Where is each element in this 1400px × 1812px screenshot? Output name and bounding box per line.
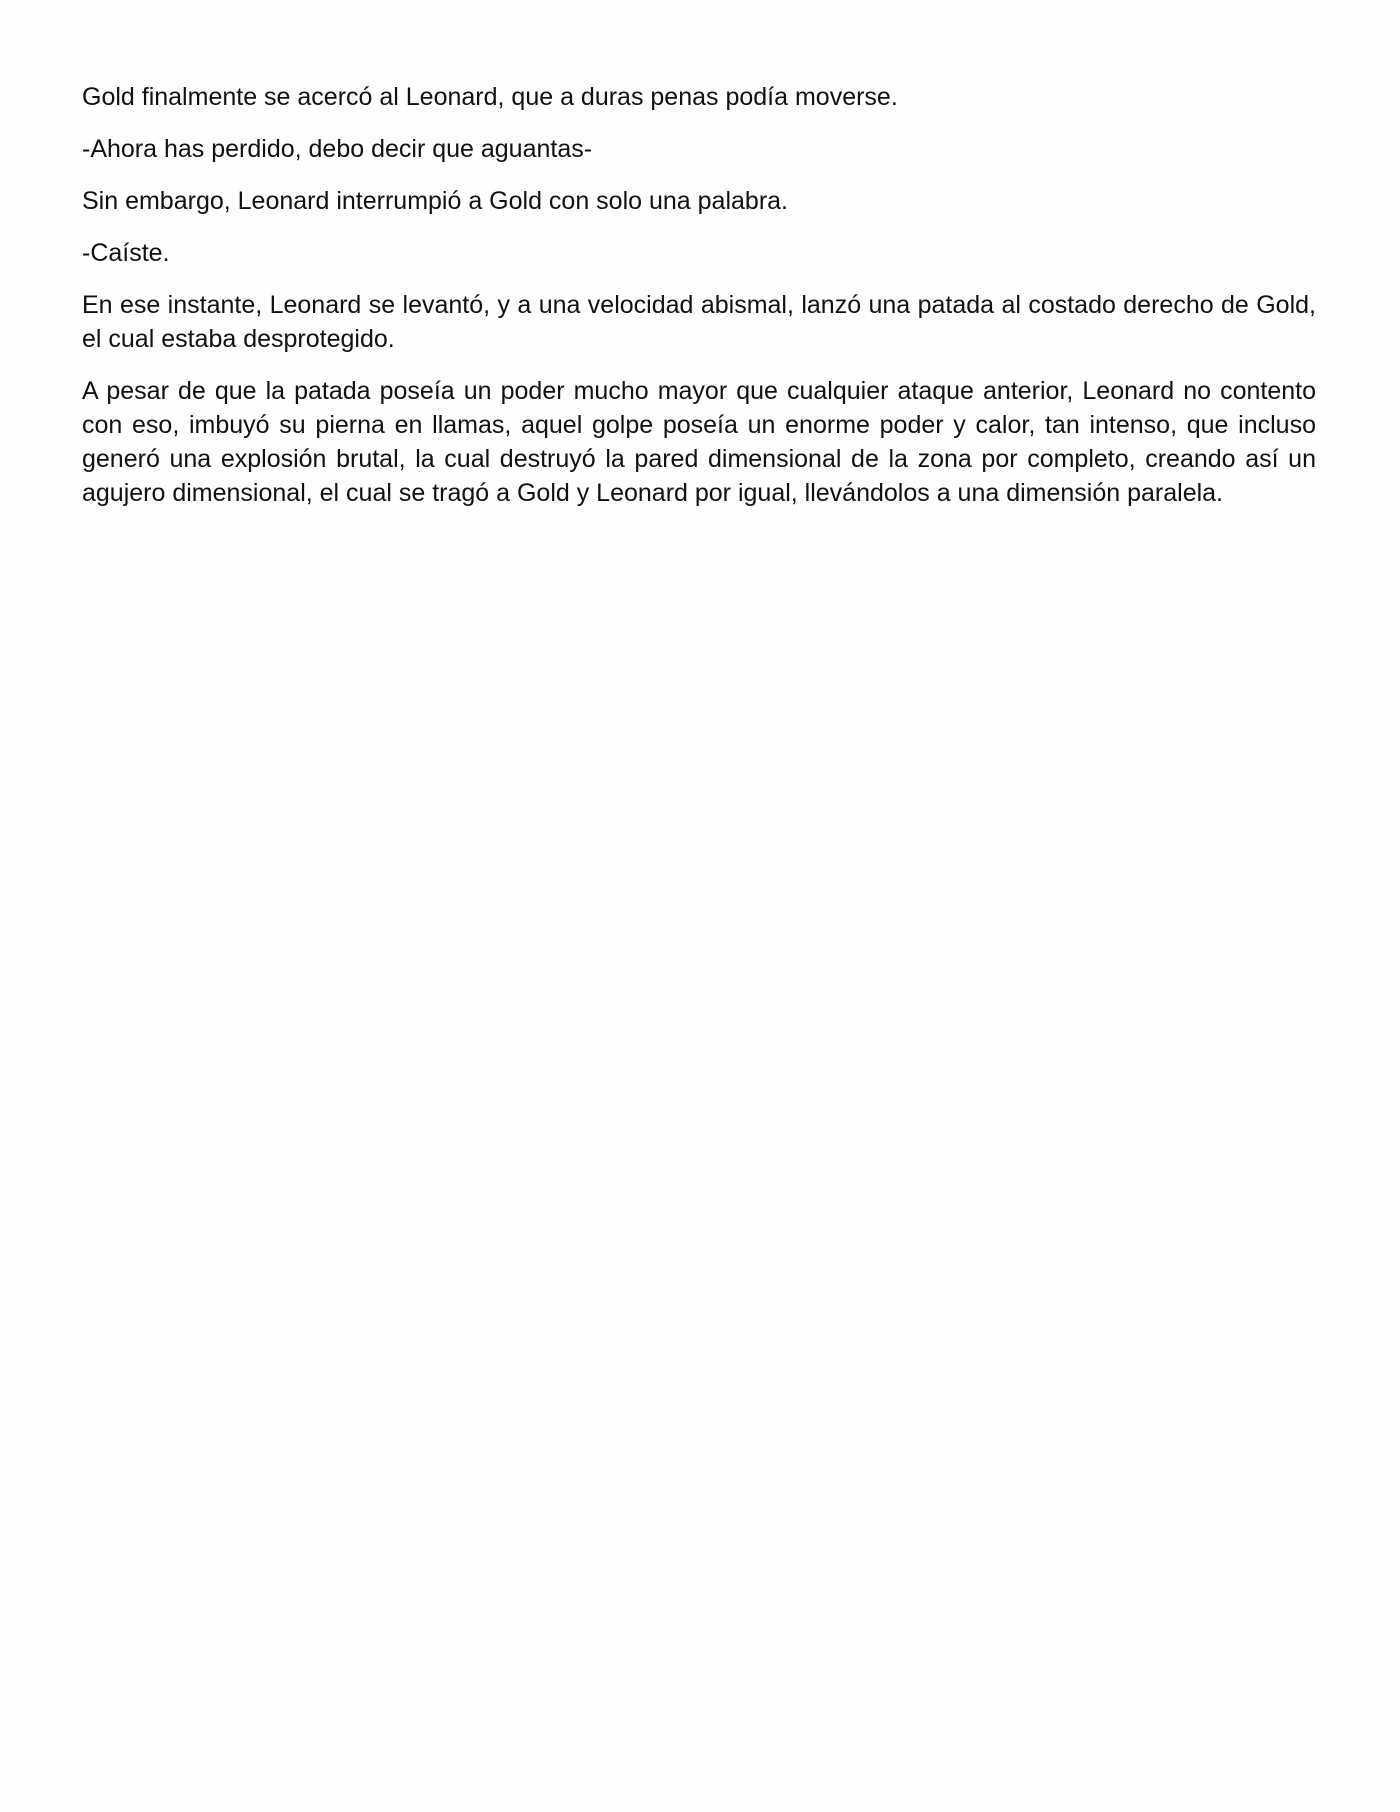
paragraph-6: A pesar de que la patada poseía un poder mucho mayor que cualquier ataque anterior, Leonard no contento con eso, imbuyó su pierna en llamas, aquel golpe poseía un enorme poder y calor, tan intenso, que incluso generó una explosión brutal, la cual destruyó la pared dimensional de la zona por completo, creando así un agujero dimensional, el cual se tragó a Gold y Leonard por igual, llevándolos a una dimensión paralela. <box>82 377 1316 507</box>
paragraph-1: Gold finalmente se acercó al Leonard, que a duras penas podía moverse. <box>82 83 898 111</box>
paragraph-3: Sin embargo, Leonard interrumpió a Gold con solo una palabra. <box>82 187 788 215</box>
paragraph-5: En ese instante, Leonard se levantó, y a una velocidad abismal, lanzó una patada al costado derecho de Gold, el cual estaba desprotegido. <box>82 291 1316 353</box>
paragraph-2-dialogue: -Ahora has perdido, debo decir que aguantas- <box>82 135 593 163</box>
document-body <box>82 80 1316 528</box>
paragraph-4-dialogue: -Caíste. <box>82 239 170 267</box>
